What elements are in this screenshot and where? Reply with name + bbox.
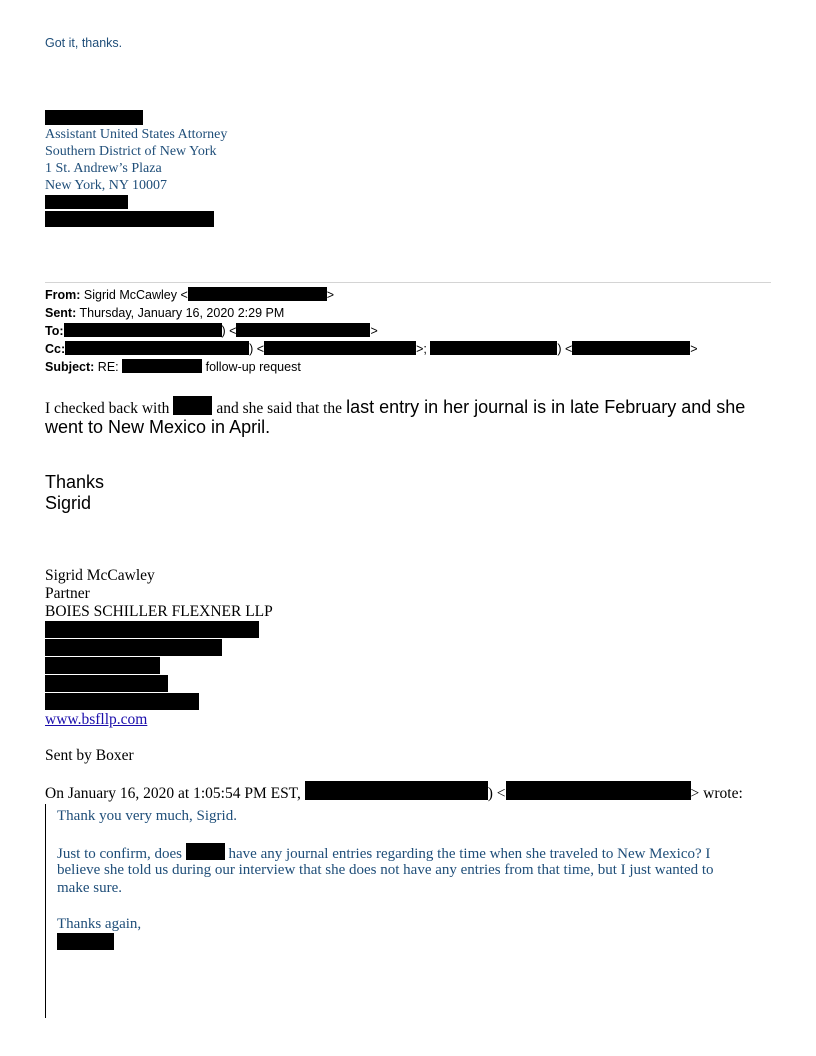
- redaction-block: [506, 781, 691, 800]
- redaction-block: [64, 323, 222, 337]
- quoted-line-2: [57, 843, 710, 863]
- website-link[interactable]: www.bsfllp.com: [45, 711, 148, 728]
- redaction-block: [236, 323, 370, 337]
- redaction-block: [45, 675, 168, 692]
- message-line-1: [45, 396, 745, 418]
- quoted-text: have any journal entries regarding the time when she traveled to New Mexico? I: [228, 846, 711, 862]
- signature-street: 1 St. Andrew’s Plaza: [45, 161, 162, 176]
- redaction-block: [305, 781, 488, 800]
- message-sign: Sigrid: [45, 493, 92, 513]
- redaction-block: [45, 657, 160, 674]
- redaction-block: [45, 639, 222, 656]
- redaction-block: [264, 341, 416, 355]
- signature-city: New York, NY 10007: [45, 178, 167, 193]
- sent-label: Sent:: [45, 306, 77, 320]
- redaction-block: [186, 843, 225, 860]
- redaction-block: [430, 341, 557, 355]
- cc-mid1: ) <: [249, 342, 265, 356]
- sent-by-boxer: Sent by Boxer: [45, 747, 134, 764]
- cc-label: Cc:: [45, 342, 66, 356]
- message-line-2: went to New Mexico in April.: [45, 417, 271, 437]
- redaction-block: [45, 195, 128, 209]
- message-text: and she said that the: [216, 400, 343, 417]
- redaction-block: [45, 211, 214, 227]
- signature-title: Assistant United States Attorney: [45, 127, 228, 142]
- message-text: last entry in her journal is in late February and she: [346, 397, 746, 417]
- quoted-intro-text: On January 16, 2020 at 1:05:54 PM EST,: [45, 785, 301, 802]
- redaction-block: [188, 287, 327, 301]
- subject-label: Subject:: [45, 360, 95, 374]
- redaction-block: [45, 110, 143, 125]
- redaction-block: [65, 341, 249, 355]
- sent-value: Thursday, January 16, 2020 2:29 PM: [79, 306, 285, 320]
- header-sent: [45, 304, 284, 322]
- from-value: Sigrid McCawley <: [83, 288, 188, 302]
- from-label: From:: [45, 288, 81, 302]
- header-divider: [45, 282, 771, 283]
- cc-mid2: ) <: [557, 342, 573, 356]
- message-thanks: Thanks: [45, 472, 105, 492]
- quoted-line-1: Thank you very much, Sigrid.: [57, 808, 237, 824]
- header-subject: [45, 358, 301, 376]
- quoted-intro: [45, 781, 743, 803]
- signature-name: Sigrid McCawley: [45, 567, 155, 584]
- quoted-line-3: believe she told us during our interview that she does not have any entries from that time, but I just wanted to: [57, 862, 714, 878]
- header-to: [45, 322, 378, 340]
- quoted-closing: Thanks again,: [57, 916, 142, 932]
- signature-firm: BOIES SCHILLER FLEXNER LLP: [45, 603, 273, 620]
- header-from: [45, 286, 334, 304]
- to-close: >: [370, 324, 378, 338]
- redaction-block: [173, 396, 212, 415]
- cc-sep: >;: [416, 342, 431, 356]
- to-mid: ) <: [221, 324, 237, 338]
- header-cc: [45, 340, 698, 358]
- message-text: I checked back with: [45, 400, 170, 417]
- reply-body: Got it, thanks.: [45, 36, 123, 50]
- cc-close: >: [690, 342, 698, 356]
- quoted-text: Just to confirm, does: [57, 846, 182, 862]
- quote-bar: [45, 804, 46, 1018]
- redaction-block: [122, 359, 202, 373]
- quoted-intro-mid: ) <: [487, 785, 506, 802]
- redaction-block: [572, 341, 690, 355]
- redaction-block: [45, 693, 199, 710]
- subject-prefix: RE:: [97, 360, 119, 374]
- redaction-block: [45, 621, 259, 638]
- to-label: To:: [45, 324, 64, 338]
- subject-suffix: follow-up request: [205, 360, 301, 374]
- quoted-line-4: make sure.: [57, 880, 122, 896]
- from-close: >: [326, 288, 335, 302]
- signature-role: Partner: [45, 585, 90, 602]
- quoted-intro-end: > wrote:: [690, 785, 743, 802]
- signature-office: Southern District of New York: [45, 144, 217, 159]
- redaction-block: [57, 933, 114, 950]
